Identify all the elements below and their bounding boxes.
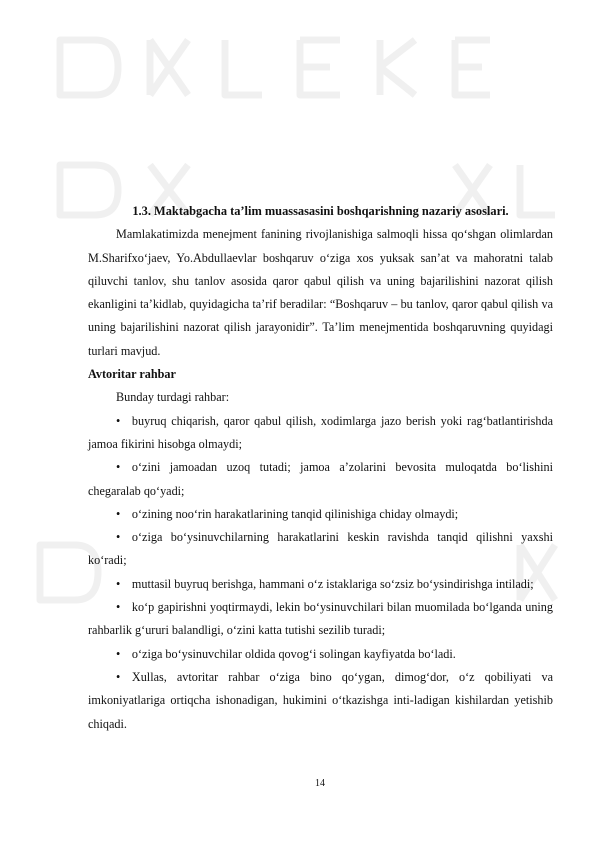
bullet-icon: • (116, 413, 121, 428)
list-item (88, 456, 553, 503)
list-item-text: muttasil buyruq berishga, hammani o‘z istaklariga so‘zsiz bo‘ysindirishga intiladi; (131, 576, 534, 591)
list-item-text: o‘zini jamoadan uzoq tutadi; jamoa a’zolarini bevosita muloqatda bo‘lishini chegaralab qo‘yadi; (88, 460, 553, 498)
list-item-text: buyruq chiqarish, qaror qabul qilish, xodimlarga jazo berish yoki rag‘batlantirishda jamoa fikirini hisobga olmaydi; (88, 413, 553, 451)
list-item-text: o‘zining noo‘rin harakatlarining tanqid qilinishiga chiday olmaydi; (131, 506, 459, 521)
bullet-icon: • (116, 460, 121, 475)
bullet-icon: • (116, 576, 121, 591)
section-heading: 1.3. Maktabgacha ta’lim muassasasini boshqarishning nazariy asoslari. (132, 204, 509, 218)
list-item-text: Xullas, avtoritar rahbar o‘ziga bino qo‘ygan, dimog‘dor, o‘z qobiliyati va imkoniyatlariga ortiqcha ishonadigan, hukimini o‘tkazishga inti-ladigan kishilardan yetishib chiqadi. (88, 669, 553, 731)
list-item (88, 573, 553, 596)
list-item (88, 526, 553, 573)
list-item (88, 666, 553, 736)
list-item-text: o‘ziga bo‘ysinuvchilar oldida qovog‘i solingan kayfiyatda bo‘ladi. (131, 646, 456, 661)
lead-line: Bunday turdagi rahbar: (116, 390, 230, 405)
list-item-text: o‘ziga bo‘ysinuvchilarning harakatlarini keskin ravishda tanqid qilishni yaxshi ko‘radi; (88, 530, 553, 568)
intro-paragraph: Mamlakatimizda menejment fanining rivojlanishiga salmoqli hissa qo‘shgan olimlardan M.Sharifxo‘jaev, Yo.Abdullaevlar boshqaruv o‘ziga xos yuksak san’at va mahoratni talab qiluvchi tanlov, shu tanlov asosida qaror qabul qilish va uning bajarilishini nazorat qilish ekanligini ta’kidlab, quyidagicha ta’rif beradilar: “Boshqaruv – bu tanlov, qaror qabul qilish va uning bajarilishini nazorat qilish jarayonidir”. Ta’lim menejmentida boshqaruvning quyidagi turlari mavjud. (88, 227, 553, 358)
list-item (88, 410, 553, 457)
bullet-icon: • (116, 506, 121, 521)
bullet-icon: • (116, 669, 121, 684)
list-item (88, 596, 553, 643)
bullet-icon: • (116, 530, 121, 545)
list-item (88, 503, 553, 526)
list-item-text: ko‘p gapirishni yoqtirmaydi, lekin bo‘ysinuvchilari bilan muomilada bo‘lganda uning rahbarlik g‘ururi balandligi, o‘zini katta tutishi sezilib turadi; (88, 600, 553, 638)
page-number: 14 (315, 778, 325, 789)
bullet-icon: • (116, 646, 121, 661)
document-body (88, 200, 553, 736)
bullet-icon: • (116, 600, 121, 615)
list-item (88, 643, 553, 666)
subheading: Avtoritar rahbar (88, 367, 176, 382)
